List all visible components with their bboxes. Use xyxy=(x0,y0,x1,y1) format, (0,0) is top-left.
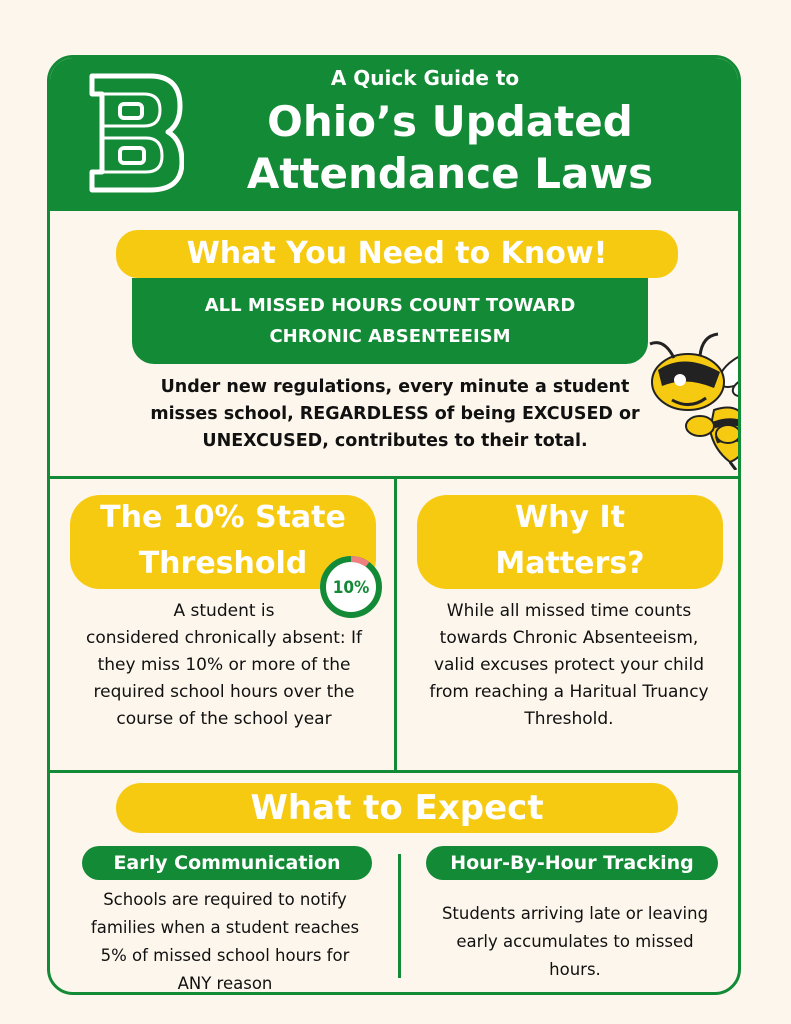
threshold-line-4: required school hours over the xyxy=(93,682,355,702)
why-heading-line-1: Why It xyxy=(515,500,625,535)
why-matters-heading xyxy=(417,495,723,589)
divider xyxy=(50,770,738,773)
why-line-2: towards Chronic Absenteeism, xyxy=(439,628,699,648)
why-line-5: Threshold. xyxy=(524,709,614,729)
header xyxy=(50,58,738,211)
threshold-line-3: they miss 10% or more of the xyxy=(97,655,351,675)
early-communication-heading: Early Communication xyxy=(82,846,372,880)
page-title xyxy=(190,96,710,200)
body-line-3: UNEXCUSED, contributes to their total. xyxy=(202,431,588,451)
need-to-know-heading: What You Need to Know! xyxy=(116,230,678,278)
early-line-4: ANY reason xyxy=(177,974,273,993)
threshold-line-5: course of the school year xyxy=(116,709,332,729)
divider xyxy=(398,854,401,978)
threshold-heading-line-2: Threshold xyxy=(138,546,308,581)
title-line-1: Ohio’s Updated xyxy=(267,97,633,146)
title-line-2: Attendance Laws xyxy=(246,149,654,198)
infographic-card xyxy=(47,55,741,995)
what-to-expect-heading: What to Expect xyxy=(116,783,678,833)
threshold-line-2: considered chronically absent: If xyxy=(85,628,363,648)
body-line-2: misses school, REGARDLESS of being EXCUSED or xyxy=(150,404,640,424)
threshold-heading-line-1: The 10% State xyxy=(100,500,346,535)
tracking-line-3: hours. xyxy=(549,960,601,979)
hour-tracking-body xyxy=(420,900,730,984)
divider xyxy=(394,476,397,771)
body-line-1: Under new regulations, every minute a student xyxy=(160,377,630,397)
early-line-3: 5% of missed school hours for xyxy=(100,946,350,965)
tracking-line-2: early accumulates to missed xyxy=(456,932,694,951)
block-letter-b-logo xyxy=(88,72,184,194)
banner-line-1: ALL MISSED HOURS COUNT TOWARD xyxy=(204,295,576,316)
early-communication-body xyxy=(72,886,378,995)
tracking-line-1: Students arriving late or leaving xyxy=(441,904,709,923)
threshold-body xyxy=(64,598,384,733)
why-heading-line-2: Matters? xyxy=(495,546,645,581)
hour-tracking-heading: Hour-By-Hour Tracking xyxy=(426,846,718,880)
why-line-4: from reaching a Haritual Truancy xyxy=(429,682,709,702)
early-line-1: Schools are required to notify xyxy=(103,890,347,909)
threshold-line-1: A student is xyxy=(173,601,275,621)
chronic-absenteeism-banner xyxy=(132,278,648,364)
why-line-1: While all missed time counts xyxy=(446,601,692,621)
early-line-2: families when a student reaches xyxy=(90,918,360,937)
badge-percent-text: 10% xyxy=(332,578,370,598)
why-line-3: valid excuses protect your child xyxy=(433,655,705,675)
yellow-jacket-bee-mascot xyxy=(644,330,741,470)
banner-line-2: CHRONIC ABSENTEEISM xyxy=(269,326,511,347)
header-subtitle: A Quick Guide to xyxy=(330,66,520,90)
need-to-know-body xyxy=(140,374,650,455)
why-matters-body xyxy=(404,598,734,733)
